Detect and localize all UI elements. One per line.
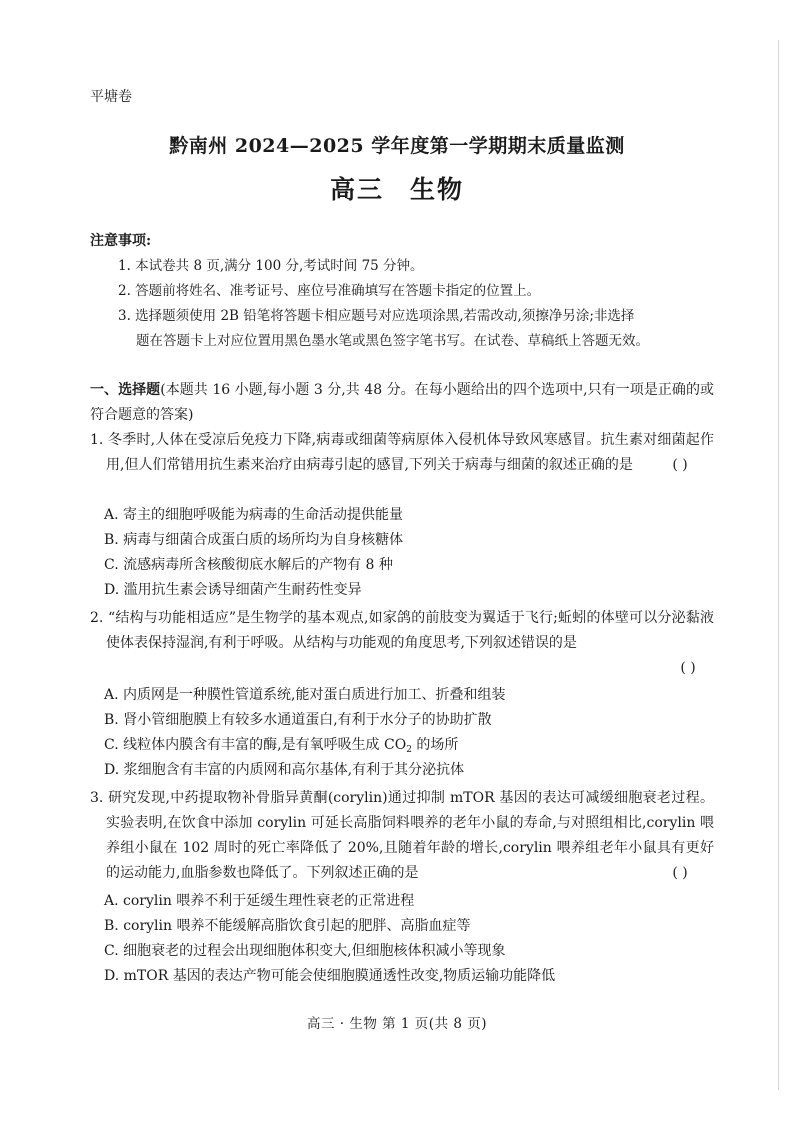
- co2-subscript: 2: [406, 745, 412, 755]
- answer-paren-3: ( ): [672, 865, 688, 881]
- exam-tag: 平塘卷: [90, 89, 132, 105]
- notice-heading: 注意事项:: [90, 233, 152, 249]
- q2-option-d: D. 浆细胞含有丰富的内质网和高尔基体,有利于其分泌抗体: [104, 762, 465, 778]
- answer-paren-2: ( ): [680, 660, 696, 676]
- q2-option-c-tail: 的场所: [411, 737, 459, 753]
- section-heading: [90, 378, 714, 428]
- page-footer: 高三 · 生物 第 1 页(共 8 页): [306, 1016, 488, 1032]
- question-3-stem: [90, 786, 714, 886]
- q2-option-c-text: C. 线粒体内膜含有丰富的酶,是有氧呼吸生成: [104, 737, 385, 753]
- question-1: [90, 428, 714, 478]
- question-3-text: 3. 研究发现,中药提取物补骨脂异黄酮(corylin)通过抑制 mTOR 基因的表达可减缓细胞衰老过程。实验表明,在饮食中添加 corylin 可延长高脂饲料喂养的老年小鼠的寿命,与对照组相比,corylin 喂养组小鼠在 102 周时的死亡率降低了 20%,且随着年龄的增长,corylin 喂养组老年小鼠具有更好的运动能力,血脂参数也降低了。下列叙述正确的是: [90, 790, 714, 881]
- subject-label: 生物: [410, 175, 465, 204]
- q1-option-a: A. 寄主的细胞呼吸能为病毒的生命活动提供能量: [104, 507, 404, 523]
- q3-option-d: D. mTOR 基因的表达产物可能会使细胞膜通透性改变,物质运输功能降低: [104, 968, 556, 984]
- q1-option-b: B. 病毒与细菌合成蛋白质的场所均为自身核糖体: [104, 532, 404, 548]
- question-3: [90, 786, 714, 886]
- q1-option-c: C. 流感病毒所含核酸彻底水解后的产物有 8 种: [104, 557, 393, 573]
- question-2: [90, 606, 714, 681]
- exam-title: 黔南州 2024—2025 学年度第一学期期末质量监测: [169, 135, 625, 157]
- co2-formula: CO: [384, 737, 407, 753]
- exam-subtitle: [0, 170, 794, 206]
- grade-label: 高三: [329, 175, 384, 204]
- q2-option-b: B. 肾小管细胞膜上有较多水通道蛋白,有利于水分子的协助扩散: [104, 712, 492, 728]
- q3-option-b: B. corylin 喂养不能缓解高脂饮食引起的肥胖、高脂血症等: [104, 918, 471, 934]
- q2-option-a: A. 内质网是一种膜性管道系统,能对蛋白质进行加工、折叠和组装: [104, 687, 506, 703]
- q1-option-d: D. 滥用抗生素会诱导细菌产生耐药性变异: [104, 582, 362, 598]
- section-desc: (本题共 16 小题,每小题 3 分,共 48 分。在每小题给出的四个选项中,只有一项是正确的或符合题意的答案): [90, 382, 714, 423]
- answer-paren-1: ( ): [672, 457, 688, 473]
- q3-option-c: C. 细胞衰老的过程会出现细胞体积变大,但细胞核体积减小等现象: [104, 943, 506, 959]
- notice-item-3: [118, 304, 718, 354]
- question-1-text: 1. 冬季时,人体在受凉后免疫力下降,病毒或细菌等病原体入侵机体导致风寒感冒。抗生素对细菌起作用,但人们常错用抗生素来治疗由病毒引起的感冒,下列关于病毒与细菌的叙述正确的是: [90, 432, 714, 473]
- notice-item-3-line2: 题在答题卡上对应位置用黑色墨水笔或黑色签字笔书写。在试卷、草稿纸上答题无效。: [136, 333, 649, 349]
- notice-item-1: 1. 本试卷共 8 页,满分 100 分,考试时间 75 分钟。: [118, 258, 424, 274]
- section-label: 一、选择题: [90, 382, 161, 398]
- q3-option-a: A. corylin 喂养不利于延缓生理性衰老的正常进程: [104, 893, 415, 909]
- notice-item-2: 2. 答题前将姓名、准考证号、座位号准确填写在答题卡指定的位置上。: [118, 283, 541, 299]
- notice-item-3-line1: 3. 选择题须使用 2B 铅笔将答题卡相应题号对应选项涂黑,若需改动,须擦净另涂;非选择: [118, 308, 635, 324]
- question-2-stem: 2. “结构与功能相适应”是生物学的基本观点,如家鸽的前肢变为翼适于飞行;蚯蚓的体壁可以分泌黏液使体表保持湿润,有利于呼吸。从结构与功能观的角度思考,下列叙述错误的是: [90, 610, 714, 651]
- question-1-stem: [90, 428, 714, 478]
